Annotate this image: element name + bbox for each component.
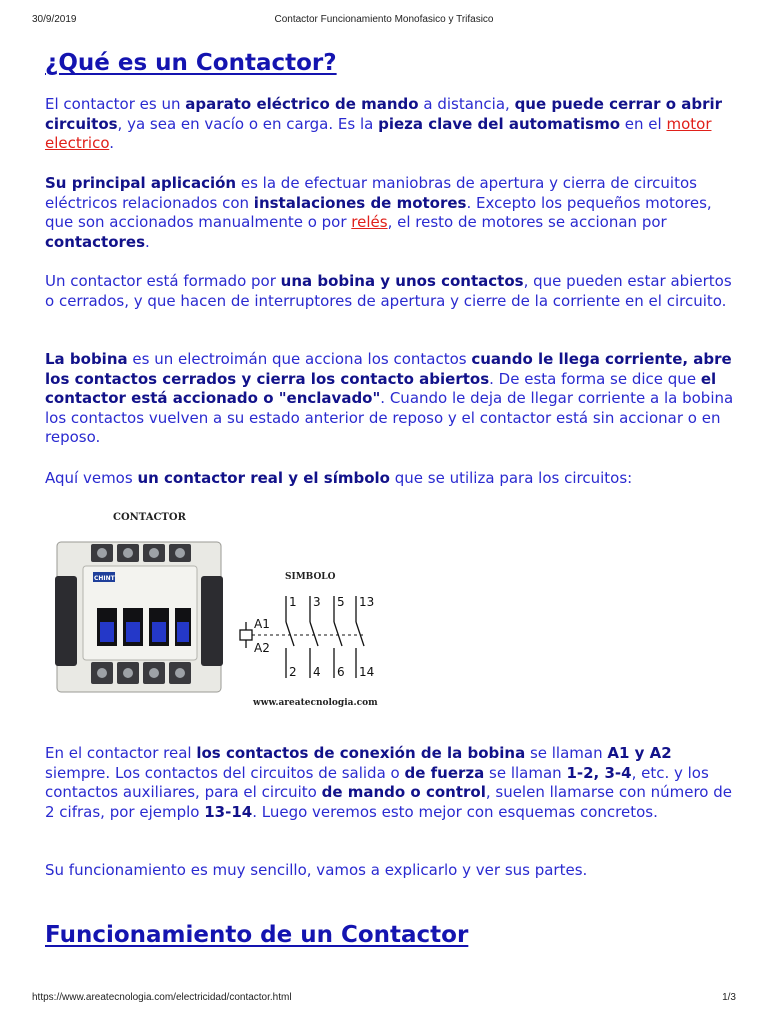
text-run: , ya sea en vacío o en carga. Es la [117,114,379,133]
text-run: . Luego veremos esto mejor con esquemas concretos. [252,802,658,821]
bold-run: de fuerza [404,763,485,782]
paragraph-figure-intro [45,469,735,489]
bold-run: una bobina y unos contactos [280,272,524,290]
bold-run: que puede cerrar o abrir circuitos [45,95,723,133]
terminal-label: 6 [337,665,345,679]
print-date: 30/9/2019 [32,14,77,25]
contact-2-blade [310,622,318,646]
text-run: , que pueden estar abiertos o cerrados, y que hacen de interruptores de apertura y cierre de la corriente en el circuito. [45,272,732,310]
text-run: . Cuando le deja de llegar corriente a la bobina los contactos vuelven a su estado anterior de reposo y el contactor está sin accionar o en reposo. [45,389,734,446]
bold-run: La bobina [45,350,128,368]
main-title: ¿Qué es un Contactor? [45,50,337,76]
terminal-label: 14 [359,665,375,679]
print-doc-title: Contactor Funcionamiento Monofasico y Trifasico [274,14,494,25]
text-run: , etc. y los contactos auxiliares, para el circuito [45,763,709,801]
paragraph-terminals [45,744,735,822]
figure-credit: www.areatecnologia.com [253,698,378,708]
reles-link[interactable]: relés [351,213,388,231]
bold-run: pieza clave del automatismo [378,114,621,133]
print-url: https://www.areatecnologia.com/electricidad/contactor.html [32,992,292,1003]
bold-run: de mando o control [321,783,486,801]
motor-electrico-link[interactable]: motor electrico [45,114,712,152]
terminal-label: 5 [337,595,345,609]
terminal-label: 2 [289,665,297,679]
contact-3-blade [334,622,342,646]
text-run: a distancia, [418,95,515,113]
section-title: Funcionamiento de un Contactor [45,922,469,948]
figure-label-contactor: CONTACTOR [113,512,186,523]
text-run: siempre. Los contactos del circuitos de salida o [45,763,405,782]
paragraph-coil [45,350,735,448]
text-run: en el [620,114,667,133]
bold-run: los contactos de conexión de la bobina [196,744,526,762]
figure-label-simbolo: SIMBOLO [285,572,336,582]
terminal-label: 3 [313,595,321,609]
bold-run: instalaciones de motores [253,193,467,212]
paragraph-application [45,174,735,252]
bold-run: A1 y A2 [607,744,672,762]
print-page-number: 1/3 [722,992,736,1003]
contact-4-blade [356,622,364,646]
coil-symbol [240,630,252,640]
text-run: . De esta forma se dice que [489,369,701,388]
text-run: , el resto de motores se accionan por [387,213,667,231]
bold-run: un contactor real y el símbolo [137,469,390,487]
bold-run: cuando le llega corriente, abre los contactos cerrados y cierra los contacto abiertos [45,350,732,388]
paragraph-operation-intro [45,861,735,881]
text-run: es un electroimán que acciona los contactos [127,350,472,368]
print-footer [32,992,736,1006]
contactor-symbol-diagram [238,592,378,682]
paragraph-definition [45,95,735,154]
print-header [32,14,736,28]
coil-label-a1: A1 [254,617,270,631]
bold-run: 1-2, 3-4 [566,763,632,782]
text-run: . Excepto los pequeños motores, que son accionados manualmente o por [45,193,712,231]
bold-run: contactores [45,232,146,251]
contactor-figure [53,508,378,718]
text-run: que se utiliza para los circuitos: [389,469,633,487]
bold-run: Su principal aplicación [45,174,237,192]
contactor-photo-illustration [53,526,225,696]
text-run: En el contactor real [45,744,197,762]
terminal-label: 1 [289,595,297,609]
text-run: Un contactor está formado por [45,272,281,290]
bold-run: el contactor está accionado o "enclavado" [45,369,717,407]
text-run: , suelen llamarse con número de 2 cifras, por ejemplo [45,783,732,821]
bold-run: 13-14 [204,802,253,821]
text-run: . [145,232,150,251]
terminal-label: 4 [313,665,321,679]
paragraph-composition [45,272,735,311]
photo-brand-text: CHINT [94,575,115,582]
bold-run: aparato eléctrico de mando [185,95,419,113]
text-run: Su funcionamiento es muy sencillo, vamos a explicarlo y ver sus partes. [45,861,588,879]
text-run: . [109,134,115,152]
coil-label-a2: A2 [254,641,270,655]
text-run: se llaman [484,763,567,782]
text-run: es la de efectuar maniobras de apertura y cierra de circuitos eléctricos relacionados con [45,174,697,212]
text-run: El contactor es un [45,95,186,113]
text-run: se llaman [525,744,608,762]
terminal-label: 13 [359,595,375,609]
contact-1-blade [286,622,294,646]
text-run: Aquí vemos [45,469,138,487]
